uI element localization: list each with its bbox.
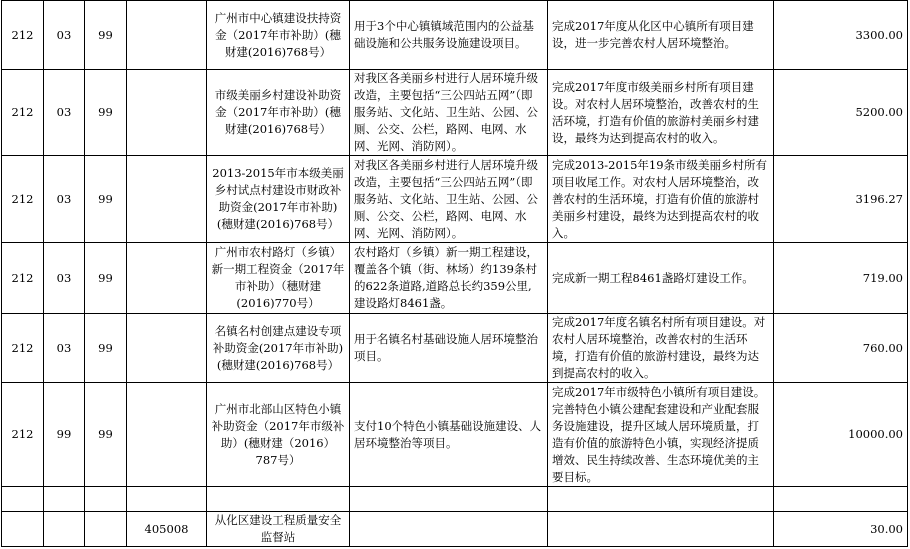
- cell-amount: 30.00: [774, 512, 908, 547]
- cell-unit-code: [127, 314, 207, 383]
- table-row: [2, 1, 908, 70]
- cell-project-goal: 完成2017年度名镇名村所有项目建设。对农村人居环境整治，改善农村的生活环境，打造有价值的旅游村建设，最终为达到提高农村的收入。: [548, 314, 774, 383]
- table-row: [2, 487, 908, 512]
- cell-project-name: 广州市农村路灯（乡镇）新一期工程资金（2017年市补助）（穗财建(2016)770号）: [207, 243, 350, 314]
- cell-project-name: 从化区建设工程质量安全监督站: [207, 512, 350, 547]
- cell-item: [44, 512, 85, 547]
- cell-class: 212: [2, 314, 44, 383]
- cell-project-goal: 完成新一期工程8461盏路灯建设工作。: [548, 243, 774, 314]
- cell-amount: 3300.00: [774, 1, 908, 70]
- cell-amount: [774, 487, 908, 512]
- table-row: [2, 512, 908, 547]
- cell-project-content: [350, 487, 548, 512]
- cell-class: 212: [2, 383, 44, 487]
- cell-unit-code: [127, 383, 207, 487]
- cell-project-name: 2013-2015年市本级美丽乡村试点村建设市财政补助资金(2017年市补助)(穗财建(2016)768号）: [207, 156, 350, 243]
- cell-class: 212: [2, 243, 44, 314]
- cell-subitem: [85, 512, 127, 547]
- cell-project-goal: 完成2013-2015年19条市级美丽乡村所有项目收尾工作。对农村人居环境整治，改善农村的生活环境，打造有价值的旅游村美丽乡村建设，最终为达到提高农村的收入。: [548, 156, 774, 243]
- cell-subitem: 99: [85, 70, 127, 156]
- table-row: [2, 314, 908, 383]
- cell-project-name: 市级美丽乡村建设补助资金（2017年市补助）(穗财建(2016)768号）: [207, 70, 350, 156]
- cell-subitem: 99: [85, 1, 127, 70]
- cell-project-goal: 完成2017年度从化区中心镇所有项目建设，进一步完善农村人居环境整治。: [548, 1, 774, 70]
- cell-class: 212: [2, 70, 44, 156]
- cell-project-content: 用于名镇名村基础设施人居环境整治项目。: [350, 314, 548, 383]
- cell-amount: 760.00: [774, 314, 908, 383]
- cell-subitem: 99: [85, 156, 127, 243]
- budget-table: [1, 0, 908, 547]
- cell-project-content: [350, 512, 548, 547]
- cell-unit-code: [127, 487, 207, 512]
- cell-project-content: 对我区各美丽乡村进行人居环境升级改造，主要包括“三公四站五网”（即服务站、文化站、卫生站、公园、公厕、公交、公栏，路网、电网、水网、光网、消防网）。: [350, 70, 548, 156]
- table-row: [2, 156, 908, 243]
- cell-project-goal: 完成2017年度市级美丽乡村所有项目建设。对农村人居环境整治，改善农村的生活环境，打造有价值的旅游村美丽乡村建设，最终为达到提高农村的收入。: [548, 70, 774, 156]
- cell-amount: 719.00: [774, 243, 908, 314]
- cell-item: 99: [44, 383, 85, 487]
- cell-amount: 10000.00: [774, 383, 908, 487]
- cell-item: 03: [44, 156, 85, 243]
- cell-project-content: 对我区各美丽乡村进行人居环境升级改造，主要包括“三公四站五网”（即服务站、文化站、卫生站、公园、公厕、公交、公栏，路网、电网、水网、光网、消防网）。: [350, 156, 548, 243]
- cell-project-name: 名镇名村创建点建设专项补助资金(2017年市补助)(穗财建(2016)768号）: [207, 314, 350, 383]
- cell-class: [2, 512, 44, 547]
- cell-item: 03: [44, 70, 85, 156]
- table-row: [2, 70, 908, 156]
- cell-project-content: 支付10个特色小镇基础设施建设、人居环境整治等项目。: [350, 383, 548, 487]
- cell-unit-code: [127, 243, 207, 314]
- cell-unit-code: [127, 70, 207, 156]
- cell-item: 03: [44, 314, 85, 383]
- cell-unit-code: [127, 1, 207, 70]
- cell-project-content: 农村路灯（乡镇）新一期工程建设，覆盖各个镇（街、林场）约139条村的622条道路,道路总长约359公里,建设路灯8461盏。: [350, 243, 548, 314]
- cell-project-goal: [548, 487, 774, 512]
- table-row: [2, 243, 908, 314]
- cell-unit-code: [127, 156, 207, 243]
- table-row: [2, 383, 908, 487]
- cell-subitem: 99: [85, 383, 127, 487]
- cell-item: [44, 487, 85, 512]
- cell-project-name: 广州市中心镇建设扶持资金（2017年市补助）(穗财建(2016)768号）: [207, 1, 350, 70]
- cell-project-name: [207, 487, 350, 512]
- cell-project-goal: [548, 512, 774, 547]
- cell-subitem: 99: [85, 243, 127, 314]
- cell-project-content: 用于3个中心镇镇域范围内的公益基础设施和公共服务设施建设项目。: [350, 1, 548, 70]
- cell-item: 03: [44, 1, 85, 70]
- cell-subitem: 99: [85, 314, 127, 383]
- cell-item: 03: [44, 243, 85, 314]
- cell-class: 212: [2, 156, 44, 243]
- cell-amount: 3196.27: [774, 156, 908, 243]
- cell-class: 212: [2, 1, 44, 70]
- cell-subitem: [85, 487, 127, 512]
- cell-amount: 5200.00: [774, 70, 908, 156]
- cell-project-name: 广州市北部山区特色小镇补助资金（2017年市级补助）(穗财建（2016）787号）: [207, 383, 350, 487]
- cell-project-goal: 完成2017年市级特色小镇所有项目建设。完善特色小镇公建配套建设和产业配套服务设施建设，提升区域人居环境质量，打造有价值的旅游特色小镇，实现经济提质增效、民生持续改善、生态环境优美的主要目标。: [548, 383, 774, 487]
- cell-unit-code: 405008: [127, 512, 207, 547]
- cell-class: [2, 487, 44, 512]
- table-body: [2, 1, 908, 547]
